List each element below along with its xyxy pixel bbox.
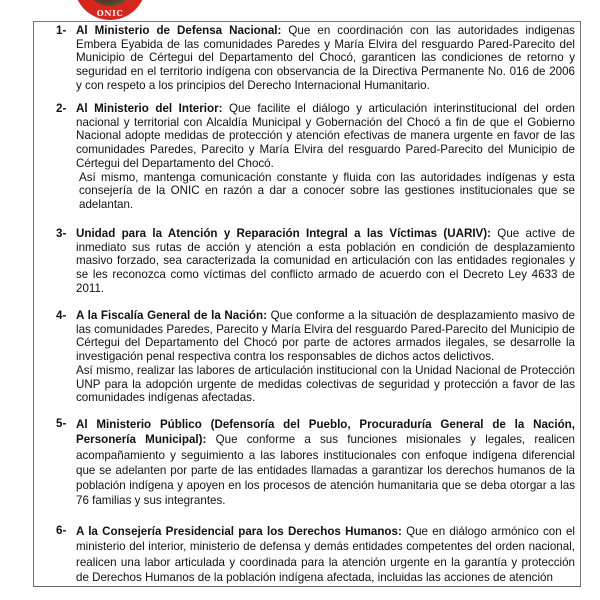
recommendation-item-5 xyxy=(56,417,575,509)
item-heading: A la Fiscalía General de la Nación: xyxy=(76,309,267,322)
recommendation-item-3 xyxy=(56,227,575,296)
item-number: 6- xyxy=(56,524,67,537)
item-heading: Al Ministerio de Defensa Nacional: xyxy=(76,24,282,37)
recommendation-item-6 xyxy=(56,524,575,585)
item-heading: Al Ministerio Público (Defensoría del Pueblo, Procuraduría General de la Nación, Personería Municipal): xyxy=(76,418,575,447)
recommendations-box xyxy=(33,21,581,587)
item-number: 3- xyxy=(56,227,67,240)
item-text: Que en diálogo armónico con el ministerio del interior, ministerio de defensa y demás entidades competentes del orden nacional, realicen una labor articulada y coordinada para la atención urgente en la garantía y protección de Derechos Humanos de la población indígena afectada, incluidas las acciones de atención xyxy=(76,525,575,584)
item-text: Que conforme a sus funciones misionales y legales, realicen acompañamiento y seguimiento a las labores institucionales con enfoque indígena diferencial que se adelanten por parte de las entidades llamadas a garantizar los derechos humanos de la población indígena y apoyen en los procesos de atención humanitaria que se deba otorgar a las 76 familias y sus integrantes. xyxy=(76,433,575,508)
recommendation-item-4 xyxy=(56,309,575,405)
item-extra-text: Así mismo, realizar las labores de articulación institucional con la Unidad Nacional de Protección UNP para la adopción urgente de medidas colectivas de seguridad y protección a favor de las comunidades indígenas afectadas. xyxy=(76,363,575,405)
item-text: Que en coordinación con las autoridades indigenas Embera Eyabida de las comunidades Paredes y María Elvira del resguardo Pared-Parecito del Municipio de Cértegui del Departamento del Chocó, garanticen las condiciones de retorno y seguridad en el territorio indígena con observancia de la Directiva Permanente No. 016 de 2006 y con respeto a los principios del Derecho Internacional Humanitario. xyxy=(76,24,575,92)
logo-photo xyxy=(84,0,136,6)
logo-label: ONIC xyxy=(96,8,124,18)
item-text: Que conforme a la situación de desplazamiento masivo de las comunidades Paredes, Parecito y María Elvira del resguardo Pared-Parecito del Municipio de Cértegui del Departamento del Chocó por parte de actores armados ilegales, se desarrolle la investigación penal respectiva contra los responsables de dichos actos delictivos. xyxy=(76,309,575,364)
recommendation-item-1 xyxy=(56,24,575,93)
item-heading: A la Consejería Presidencial para los Derechos Humanos: xyxy=(76,525,402,538)
item-extra-text: Así mismo, mantenga comunicación constante y fluida con las autoridades indígenas y esta consejería de la ONIC en razón a dar a conocer sobre las gestiones institucionales que se adelantan. xyxy=(79,170,575,211)
onic-logo xyxy=(74,0,146,20)
item-heading: Unidad para la Atención y Reparación Integral a las Víctimas (UARIV): xyxy=(76,227,491,240)
item-number: 4- xyxy=(56,309,67,322)
item-text: Que facilite el diálogo y articulación interinstitucional del orden nacional y territorial con Alcaldía Municipal y Gobernación del Chocó a fin de que el Gobierno Nacional adopte medidas de protección y atención efectivas de manera urgente en favor de las comunidades Paredes, Parecito y María Elvira del resguardo Pared-Parecito del Municipio de Cértegui del Departamento del Chocó. xyxy=(76,102,575,170)
item-number: 1- xyxy=(56,24,67,37)
item-heading: Al Ministerio del Interior: xyxy=(76,102,223,115)
item-number: 2- xyxy=(56,102,67,115)
item-number: 5- xyxy=(56,417,67,430)
item-text: Que active de inmediato sus rutas de acción y atención a esta población en condición de desplazamiento masivo forzado, sea caracterizada la comunidad en articulación con las entidades regionales y se les reconozca como víctimas del conflicto armado de acuerdo con el Decreto Ley 4633 de 2011. xyxy=(76,227,575,295)
recommendation-item-2 xyxy=(56,102,575,212)
